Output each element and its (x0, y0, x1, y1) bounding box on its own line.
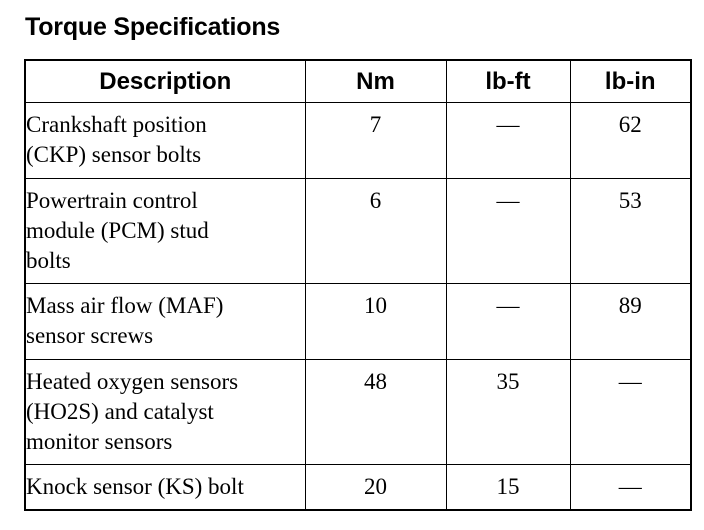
cell-nm: 10 (305, 284, 446, 360)
cell-lb-in: — (570, 360, 691, 465)
table-header-row (25, 60, 691, 103)
cell-description: Knock sensor (KS) bolt (25, 465, 305, 511)
cell-lb-ft: 15 (446, 465, 570, 511)
cell-lb-ft: 35 (446, 360, 570, 465)
cell-lb-in: 89 (570, 284, 691, 360)
cell-description: Heated oxygen sensors (HO2S) and catalyst monitor sensors (25, 360, 305, 465)
table-row (25, 284, 691, 360)
cell-nm: 6 (305, 179, 446, 284)
cell-nm: 20 (305, 465, 446, 511)
cell-description: Powertrain control module (PCM) stud bolts (25, 179, 305, 284)
column-header-description: Description (25, 60, 305, 103)
column-header-lb-ft: lb-ft (446, 60, 570, 103)
table-row (25, 103, 691, 179)
column-header-nm: Nm (305, 60, 446, 103)
table-row (25, 179, 691, 284)
torque-specifications-table (24, 59, 692, 511)
cell-nm: 48 (305, 360, 446, 465)
cell-lb-ft: — (446, 103, 570, 179)
page-title: Torque Specifications (25, 13, 281, 41)
column-header-lb-in: lb-in (570, 60, 691, 103)
cell-nm: 7 (305, 103, 446, 179)
cell-lb-ft: — (446, 179, 570, 284)
table-row (25, 360, 691, 465)
cell-description: Crankshaft position (CKP) sensor bolts (25, 103, 305, 179)
cell-lb-in: — (570, 465, 691, 511)
table-row (25, 465, 691, 511)
cell-lb-ft: — (446, 284, 570, 360)
cell-description: Mass air flow (MAF) sensor screws (25, 284, 305, 360)
cell-lb-in: 62 (570, 103, 691, 179)
cell-lb-in: 53 (570, 179, 691, 284)
